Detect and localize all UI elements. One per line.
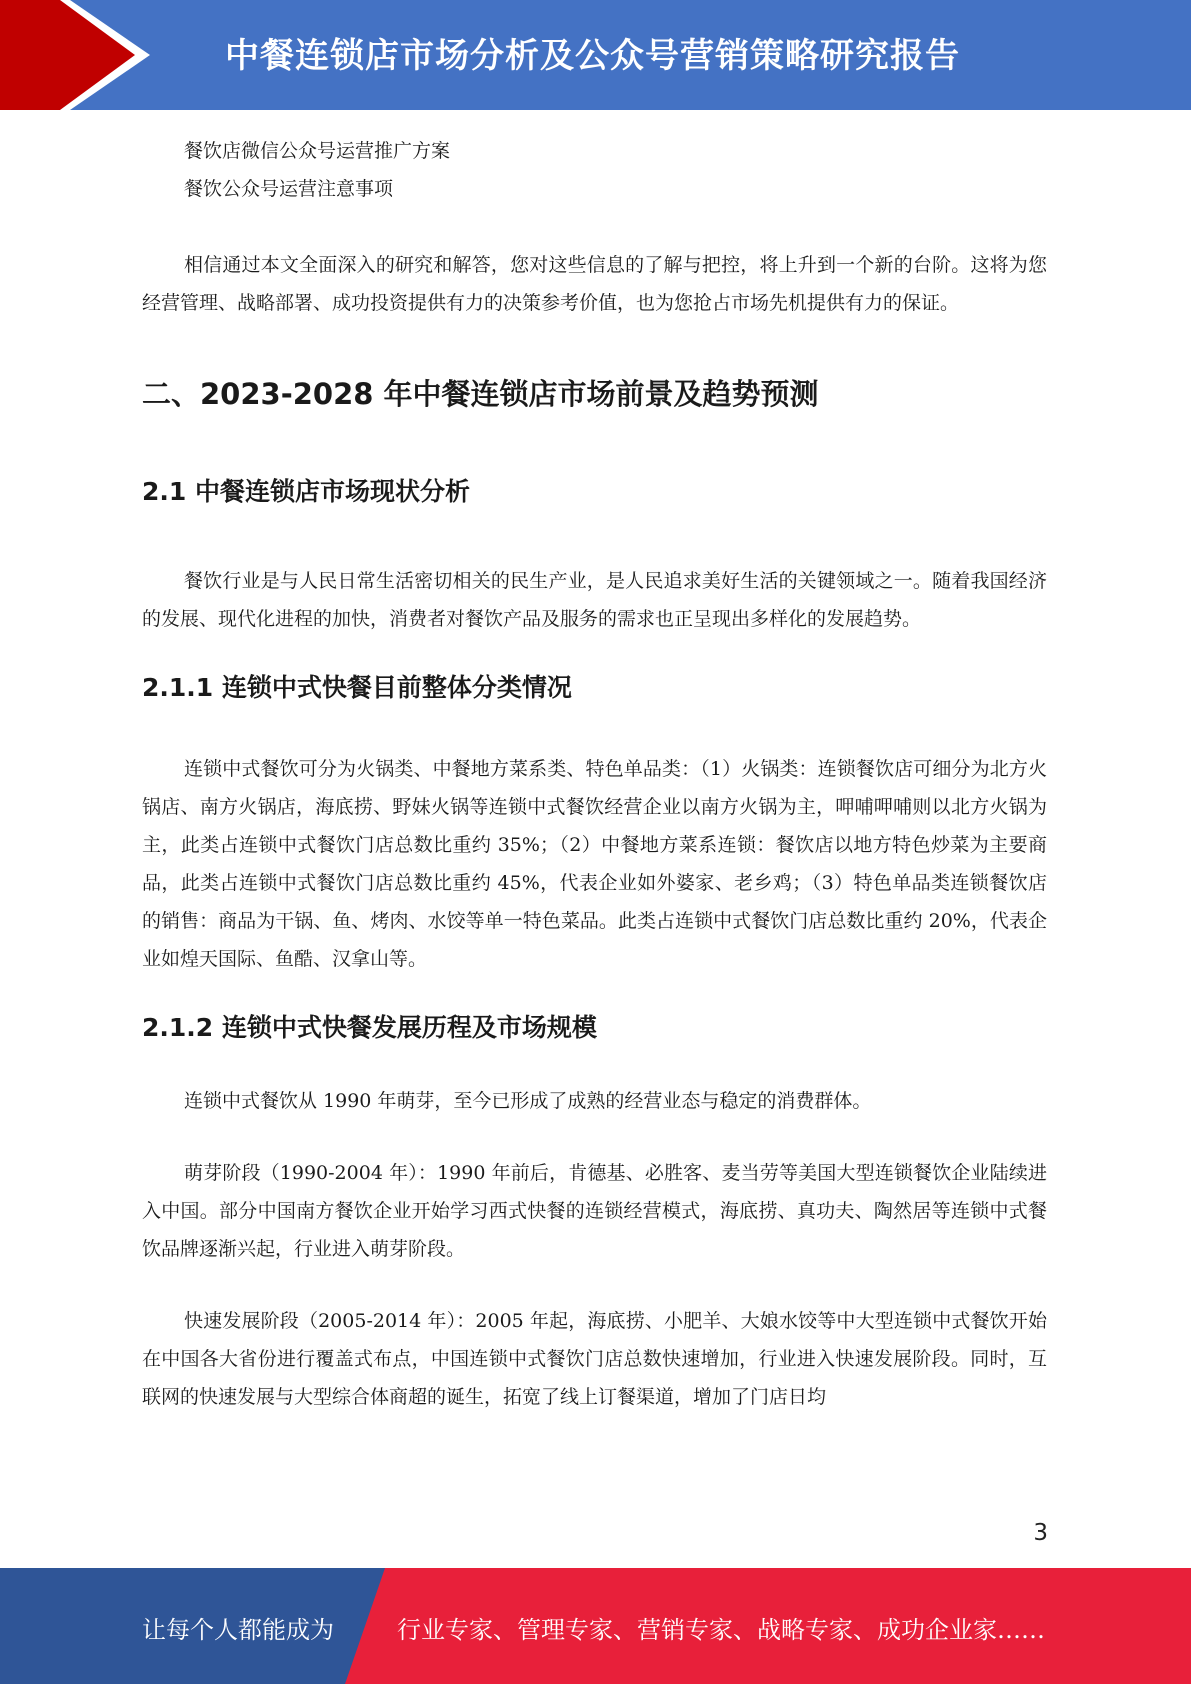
header-title: 中餐连锁店市场分析及公众号营销策略研究报告 <box>225 36 960 76</box>
section-2-1-1-heading: 2.1.1 连锁中式快餐目前整体分类情况 <box>142 673 572 702</box>
section-2-1-2-paragraph-3: 快速发展阶段（2005-2014 年）：2005 年起，海底捞、小肥羊、大娘水饺等中大型连锁中式餐饮开始在中国各大省份进行覆盖式布点，中国连锁中式餐饮门店总数快速增加，行业进入快速发展阶段。同时，互联网的快速发展与大型综合体商超的诞生，拓宽了线上订餐渠道，增加了门店日均 <box>142 1310 1047 1408</box>
page-number: 3 <box>1033 1520 1048 1546</box>
document-body <box>142 132 1047 1416</box>
intro-paragraph: 相信通过本文全面深入的研究和解答，您对这些信息的了解与把控，将上升到一个新的台阶。这将为您经营管理、战略部署、成功投资提供有力的决策参考价值，也为您抢占市场先机提供有力的保证。 <box>142 254 1047 314</box>
intro-list-item: 餐饮公众号运营注意事项 <box>184 178 394 200</box>
section-2-heading: 二、2023-2028 年中餐连锁店市场前景及趋势预测 <box>142 377 819 411</box>
intro-list-item: 餐饮店微信公众号运营推广方案 <box>184 140 451 162</box>
section-2-1-1-paragraph: 连锁中式餐饮可分为火锅类、中餐地方菜系类、特色单品类：（1）火锅类：连锁餐饮店可细分为北方火锅店、南方火锅店，海底捞、野妹火锅等连锁中式餐饮经营企业以南方火锅为主，呷哺呷哺则以北方火锅为主，此类占连锁中式餐饮门店总数比重约 35%；（2）中餐地方菜系连锁：餐饮店以地方特色炒菜为主要商品，此类占连锁中式餐饮门店总数比重约 45%，代表企业如外婆家、老乡鸡；（3）特色单品类连锁餐饮店的销售：商品为干锅、鱼、烤肉、水饺等单一特色菜品。此类占连锁中式餐饮门店总数比重约 20%，代表企业如煌天国际、鱼酷、汉拿山等。 <box>142 758 1047 970</box>
chevron-logo-icon <box>0 0 160 110</box>
footer-slogan-right: 行业专家、管理专家、营销专家、战略专家、成功企业家…… <box>397 1616 1045 1644</box>
section-2-1-2-paragraph-1: 连锁中式餐饮从 1990 年萌芽，至今已形成了成熟的经营业态与稳定的消费群体。 <box>184 1090 872 1112</box>
section-2-1-heading: 2.1 中餐连锁店市场现状分析 <box>142 477 470 506</box>
header-banner <box>0 0 1191 110</box>
footer-banner <box>0 1568 1191 1684</box>
section-2-1-2-heading: 2.1.2 连锁中式快餐发展历程及市场规模 <box>142 1013 597 1042</box>
section-2-1-paragraph: 餐饮行业是与人民日常生活密切相关的民生产业，是人民追求美好生活的关键领域之一。随着我国经济的发展、现代化进程的加快，消费者对餐饮产品及服务的需求也正呈现出多样化的发展趋势。 <box>142 570 1047 630</box>
footer-slogan-left: 让每个人都能成为 <box>142 1616 334 1644</box>
section-2-1-2-paragraph-2: 萌芽阶段（1990-2004 年）：1990 年前后，肯德基、必胜客、麦当劳等美国大型连锁餐饮企业陆续进入中国。部分中国南方餐饮企业开始学习西式快餐的连锁经营模式，海底捞、真功夫、陶然居等连锁中式餐饮品牌逐渐兴起，行业进入萌芽阶段。 <box>142 1162 1047 1260</box>
